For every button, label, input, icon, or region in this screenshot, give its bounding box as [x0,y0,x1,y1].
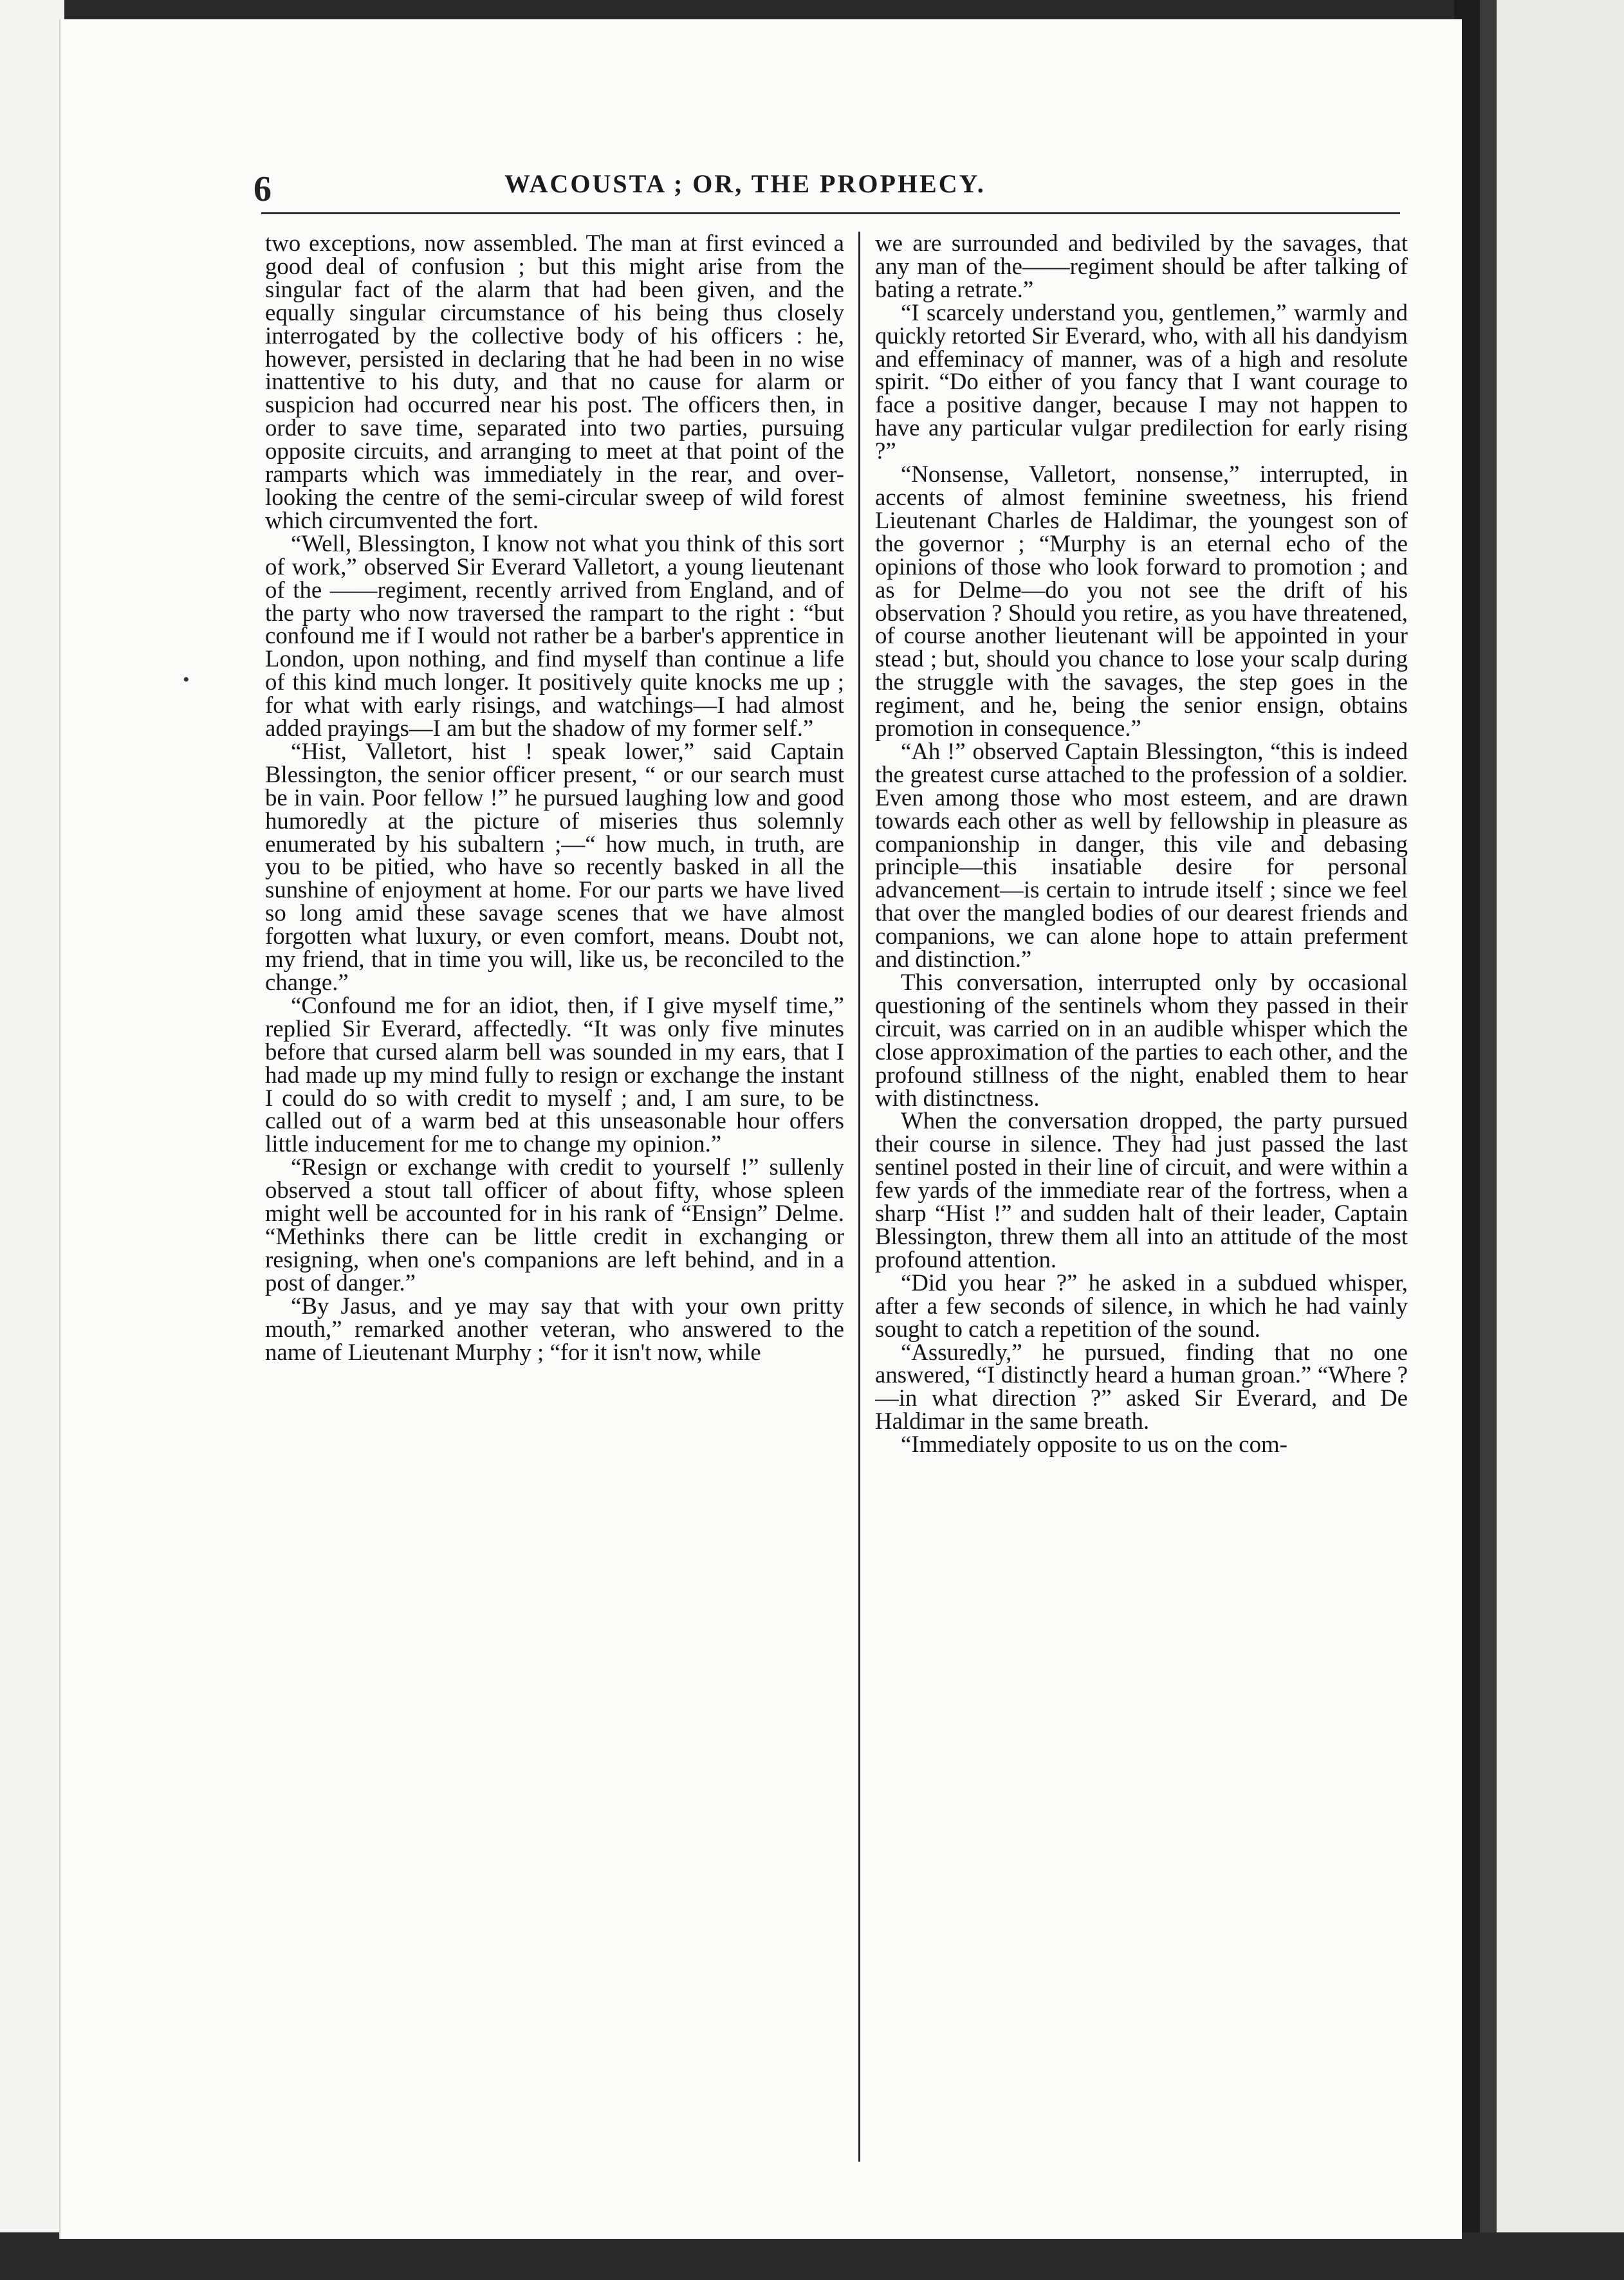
running-head: WACOUSTA ; OR, THE PROPHECY. [504,169,986,198]
paragraph: This conversation, interrupted only by occasional questioning of the sentinels whom they passed in their circuit, was carried on in an audible whisper which the close approximation of the parties to each other, and the profound stillness of the night, enabled them to hear with distinctness. [875,969,1408,1111]
scan-margin-bottom [0,2232,1624,2280]
paragraph: “Ah !” observed Captain Blessington, “this is indeed the greatest curse attached to the profession of a soldier. Even among those who most esteem, and are drawn towards each other as well by fellowship in pleasure as companionship in danger, this vile and debasing principle—this insatiable desire for personal advancement—is certain to intrude itself ; since we feel that over the mangled bodies of our dearest friends and companions, we can alone hope to attain preferment and distinction.” [875,737,1408,973]
text-column-left [265,232,844,2213]
paragraph: “Immediately opposite to us on the com- [901,1431,1287,1458]
paragraph: two exceptions, now assembled. The man at first evinced a good deal of confusion ; but this might arise from the singular fact of the alarm that had been given, and the equally singular circumstance of his being thus closely interrogated by the collective body of his officers : he, however, persisted in declaring that he had been in no wise inattentive to his duty, and that no cause for alarm or suspicion had occurred near his post. The officers then, in order to save time, separated into two parties, pursuing opposite circuits, and arranging to meet at that point of the ramparts which was immediately in the rear, and over-looking the centre of the semi-circular sweep of wild forest which circumvented the fort. [265,232,844,533]
paragraph: “Assuredly,” he pursued, finding that no one answered, “I distinctly heard a human groan.” “Where ?—in what direction ?” asked Sir Everard, and De Haldimar in the same breath. [875,1338,1408,1435]
paragraph: “I scarcely understand you, gentlemen,” warmly and quickly retorted Sir Everard, who, with all his dandyism and effeminacy of manner, was of a high and resolute spirit. “Do either of you fancy that I want courage to face a positive danger, because I may not happen to have any particular vulgar predilection for early rising ?” [875,299,1408,464]
margin-speck: • [183,669,190,690]
paragraph: we are surrounded and bediviled by the savages, that any man of the——regiment should be after talking of bating a retrate.” [875,232,1408,302]
paragraph: “By Jasus, and ye may say that with your own pritty mouth,” remarked another veteran, who answered to the name of Lieutenant Murphy ; “for it isn't now, while [265,1292,844,1365]
text-column-right [875,232,1408,2213]
page-number: 6 [254,169,272,209]
paragraph: “Nonsense, Valletort, nonsense,” interrupted, in accents of almost feminine sweetness, his friend Lieutenant Charles de Haldimar, the youngest son of the governor ; “Murphy is an eternal echo of the opinions of those who look forward to promotion ; and as for Delme—do you not see the drift of his observation ? Should you retire, as you have threatened, of course another lieutenant will be appointed in your stead ; but, should you chance to lose your scalp during the struggle with the savages, the step goes in the regiment, and he, being the senior ensign, obtains promotion in consequence.” [875,461,1408,742]
paragraph: “Well, Blessington, I know not what you think of this sort of work,” observed Sir Everard Valletort, a young lieutenant of the ——regiment, recently arrived from England, and of the party who now traversed the rampart to the right : “but confound me if I would not rather be a barber's apprentice in London, upon nothing, and find myself than continue a life of this kind much longer. It positively quite knocks me up ; for what with early risings, and watchings—I had almost added prayings—I am but the shadow of my former self.” [265,529,844,742]
facing-page-edge [1480,0,1624,2280]
paragraph: “Confound me for an idiot, then, if I give myself time,” replied Sir Everard, affectedly. “It was only five minutes before that cursed alarm bell was sounded in my ears, that I had made up my mind fully to resign or exchange the instant I could do so with credit to myself ; and, I am sure, to be called out of a warm bed at this unseasonable hour offers little inducement for me to change my opinion.” [265,991,844,1157]
paragraph: “Did you hear ?” he asked in a subdued whisper, after a few seconds of silence, in which he had vainly sought to catch a repetition of the sound. [875,1269,1408,1342]
paragraph: “Resign or exchange with credit to yourself !” sullenly observed a stout tall officer of about fifty, whose spleen might well be accounted for in his rank of “Ensign” Delme. “Methinks there can be little credit in exchanging or resigning, when one's companions are left behind, and in a post of danger.” [265,1154,844,1296]
column-divider [858,232,860,2162]
scan-margin-left [0,0,64,2280]
paragraph: When the conversation dropped, the party pursued their course in silence. They had just passed the last sentinel posted in their line of circuit, and were within a few yards of the immediate rear of the fortress, when a sharp “Hist !” and sudden halt of their leader, Captain Blessington, threw them all into an attitude of the most profound attention. [875,1107,1408,1273]
book-page [59,19,1462,2239]
paragraph: “Hist, Valletort, hist ! speak lower,” said Captain Blessington, the senior officer present, “ or our search must be in vain. Poor fellow !” he pursued laughing low and good humoredly at the picture of miseries thus solemnly enumerated by his subaltern ;—“ how much, in truth, are you to be pitied, who have so recently basked in all the sunshine of enjoyment at home. For our parts we have lived so long amid these savage scenes that we have almost forgotten what luxury, or even comfort, means. Doubt not, my friend, that in time you will, like us, be reconciled to the change.” [265,737,844,995]
header-rule [261,212,1400,214]
